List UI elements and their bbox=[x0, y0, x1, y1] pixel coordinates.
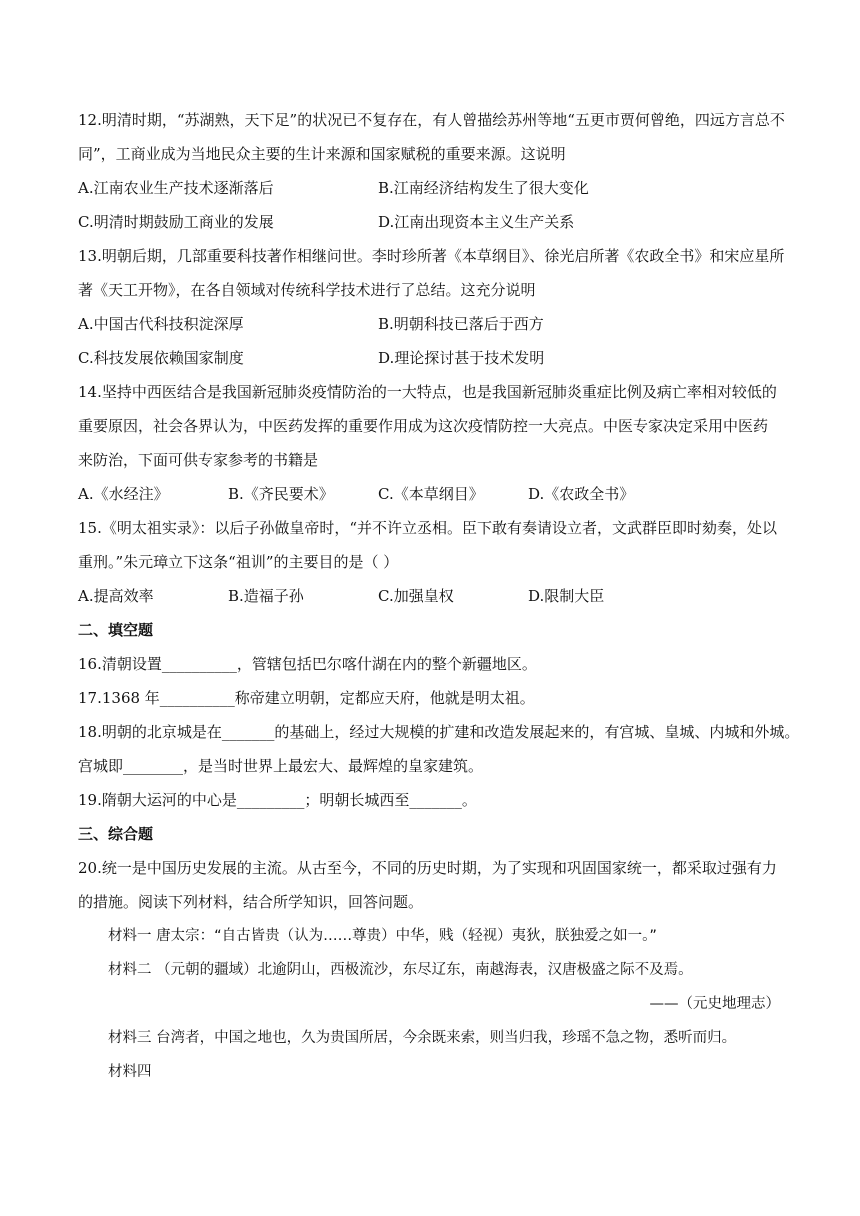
q13-option-c: C.科技发展依赖国家制度 bbox=[78, 349, 244, 367]
q12-line-2: 同”，工商业成为当地民众主要的生计来源和国家赋税的重要来源。这说明 bbox=[78, 145, 566, 163]
q18-line-2: 宫城即________，是当时世界上最宏大、最辉煌的皇家建筑。 bbox=[78, 757, 484, 775]
q12-options-row-2 bbox=[78, 212, 782, 232]
q13-option-b: B.明朝科技已落后于西方 bbox=[378, 315, 544, 333]
q13-option-d: D.理论探讨甚于技术发明 bbox=[378, 349, 545, 367]
q12-option-a: A.江南农业生产技术逐渐落后 bbox=[78, 179, 274, 197]
q15-line-2: 重刑。”朱元璋立下这条“祖训”的主要目的是（ ） bbox=[78, 553, 399, 571]
material-2-source: ——（元史地理志） bbox=[649, 996, 780, 1012]
q14-line-2: 重要原因，社会各界认为，中医药发挥的重要作用成为这次疫情防控一大亮点。中医专家决定采用中医药 bbox=[78, 417, 769, 435]
material-1: 材料一 唐太宗：“自古皆贵（认为……尊贵）中华，贱（轻视）夷狄，朕独爱之如一。” bbox=[108, 928, 657, 944]
material-4-label: 材料四 bbox=[108, 1064, 152, 1080]
q13-options-row-2 bbox=[78, 348, 782, 368]
q13-option-a: A.中国古代科技积淀深厚 bbox=[78, 315, 244, 333]
q17-line: 17.1368 年__________称帝建立明朝，定都应天府，他就是明太祖。 bbox=[78, 689, 535, 707]
q12-line-1: 12.明清时期，“苏湖熟，天下足”的状况已不复存在，有人曾描绘苏州等地“五更市贾何曾绝，四远方言总不 bbox=[78, 111, 785, 129]
q20-line-2: 的措施。阅读下列材料，结合所学知识，回答问题。 bbox=[78, 893, 424, 911]
q14-line-1: 14.坚持中西医结合是我国新冠肺炎疫情防治的一大特点，也是我国新冠肺炎重症比例及病亡率相对较低的 bbox=[78, 383, 777, 401]
q14-option-a: A.《水经注》 bbox=[78, 485, 169, 503]
q14-option-b: B.《齐民要术》 bbox=[228, 485, 334, 503]
q15-option-a: A.提高效率 bbox=[78, 587, 154, 605]
q13-line-2: 著《天工开物》，在各自领域对传统科学技术进行了总结。这充分说明 bbox=[78, 281, 536, 299]
q14-option-d: D.《农政全书》 bbox=[528, 485, 635, 503]
q20-line-1: 20.统一是中国历史发展的主流。从古至今，不同的历史时期，为了实现和巩固国家统一，都采取过强有力 bbox=[78, 859, 777, 877]
material-2: 材料二 （元朝的疆域）北逾阴山，西极流沙，东尽辽东，南越海表，汉唐极盛之际不及焉。 bbox=[108, 962, 693, 978]
q13-options-row-1 bbox=[78, 314, 782, 334]
q18-line-1: 18.明朝的北京城是在_______的基础上，经过大规模的扩建和改造发展起来的，有宫城、皇城、内城和外城。 bbox=[78, 723, 800, 741]
section-title-comprehensive: 三、综合题 bbox=[78, 825, 154, 843]
q14-option-c: C.《本草纲目》 bbox=[378, 485, 484, 503]
q14-line-3: 来防治，下面可供专家参考的书籍是 bbox=[78, 451, 319, 469]
q15-line-1: 15.《明太祖实录》：以后子孙做皇帝时，“并不许立丞相。臣下敢有奏请设立者，文武群臣即时劾奏，处以 bbox=[78, 519, 778, 537]
q19-line: 19.隋朝大运河的中心是_________；明朝长城西至_______。 bbox=[78, 791, 477, 809]
q15-option-d: D.限制大臣 bbox=[528, 587, 605, 605]
material-3: 材料三 台湾者，中国之地也，久为贵国所居，今余既来索，则当归我，珍瑶不急之物，悉听而归。 bbox=[108, 1030, 737, 1046]
q15-option-b: B.造福子孙 bbox=[228, 587, 304, 605]
q15-option-c: C.加强皇权 bbox=[378, 587, 454, 605]
q16-line: 16.清朝设置__________，管辖包括巴尔喀什湖在内的整个新疆地区。 bbox=[78, 655, 537, 673]
q15-options-row bbox=[78, 586, 782, 606]
section-title-fill-in: 二、填空题 bbox=[78, 621, 154, 639]
q12-option-b: B.江南经济结构发生了很大变化 bbox=[378, 179, 589, 197]
q14-options-row bbox=[78, 484, 782, 504]
q12-option-c: C.明清时期鼓励工商业的发展 bbox=[78, 213, 274, 231]
q13-line-1: 13.明朝后期，几部重要科技著作相继问世。李时珍所著《本草纲目》、徐光启所著《农政全书》和宋应星所 bbox=[78, 247, 785, 265]
q12-option-d: D.江南出现资本主义生产关系 bbox=[378, 213, 575, 231]
q12-options-row-1 bbox=[78, 178, 782, 198]
